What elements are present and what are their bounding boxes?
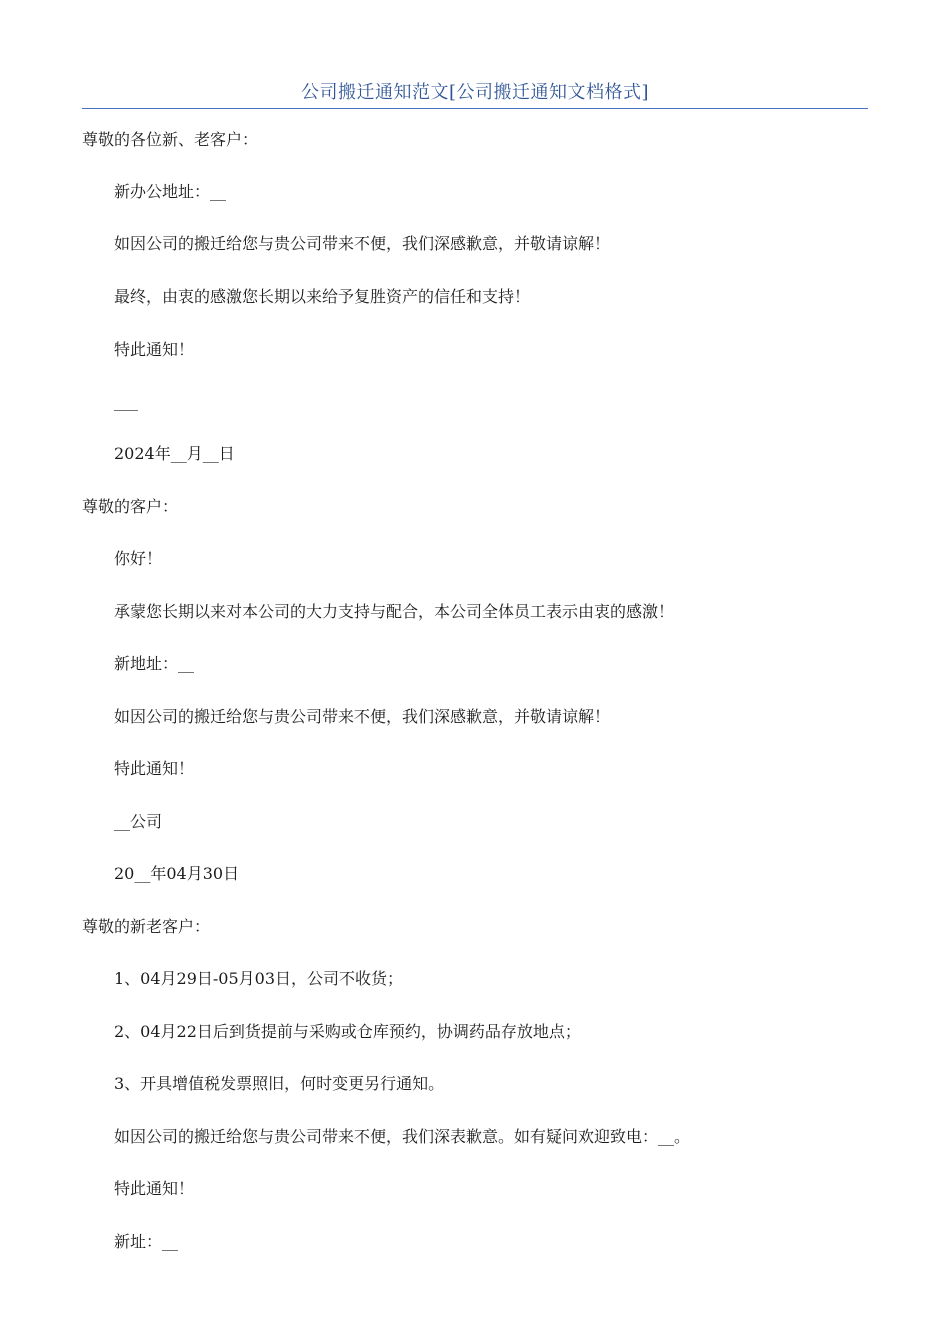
closing-notice-3: 特此通知！ — [114, 1179, 195, 1198]
salutation-3: 尊敬的新老客户： — [82, 917, 211, 936]
salutation-1: 尊敬的各位新、老客户： — [82, 130, 259, 149]
signature-blank: ___ — [114, 392, 138, 411]
new-office-address: 新办公地址：__ — [114, 182, 227, 201]
list-item-1: 1、04月29日-05月03日，公司不收货； — [114, 969, 404, 988]
new-site-address: 新址：__ — [114, 1232, 179, 1251]
header-divider — [82, 108, 868, 109]
list-item-3: 3、开具增值税发票照旧，何时变更另行通知。 — [114, 1074, 445, 1093]
gratitude-paragraph: 最终，由衷的感激您长期以来给予复胜资产的信任和支持！ — [114, 287, 531, 306]
list-item-2: 2、04月22日后到货提前与采购或仓库预约，协调药品存放地点； — [114, 1022, 581, 1041]
apology-paragraph-1: 如因公司的搬迁给您与贵公司带来不便，我们深感歉意，并敬请谅解！ — [114, 234, 611, 253]
document-header: 公司搬迁通知范文[公司搬迁通知文档格式] — [300, 82, 650, 103]
greeting: 你好！ — [114, 549, 163, 568]
salutation-2: 尊敬的客户： — [82, 497, 179, 516]
closing-notice-2: 特此通知！ — [114, 759, 195, 778]
company-signature: __公司 — [114, 812, 163, 831]
date-line-1: 2024年__月__日 — [114, 444, 235, 463]
thanks-paragraph: 承蒙您长期以来对本公司的大力支持与配合，本公司全体员工表示由衷的感激！ — [114, 602, 675, 621]
apology-paragraph-2: 如因公司的搬迁给您与贵公司带来不便，我们深感歉意，并敬请谅解！ — [114, 707, 611, 726]
date-line-2: 20__年04月30日 — [114, 864, 240, 883]
apology-paragraph-3: 如因公司的搬迁给您与贵公司带来不便，我们深表歉意。如有疑问欢迎致电：__。 — [114, 1127, 691, 1146]
closing-notice-1: 特此通知！ — [114, 340, 195, 359]
new-address: 新地址：__ — [114, 654, 195, 673]
